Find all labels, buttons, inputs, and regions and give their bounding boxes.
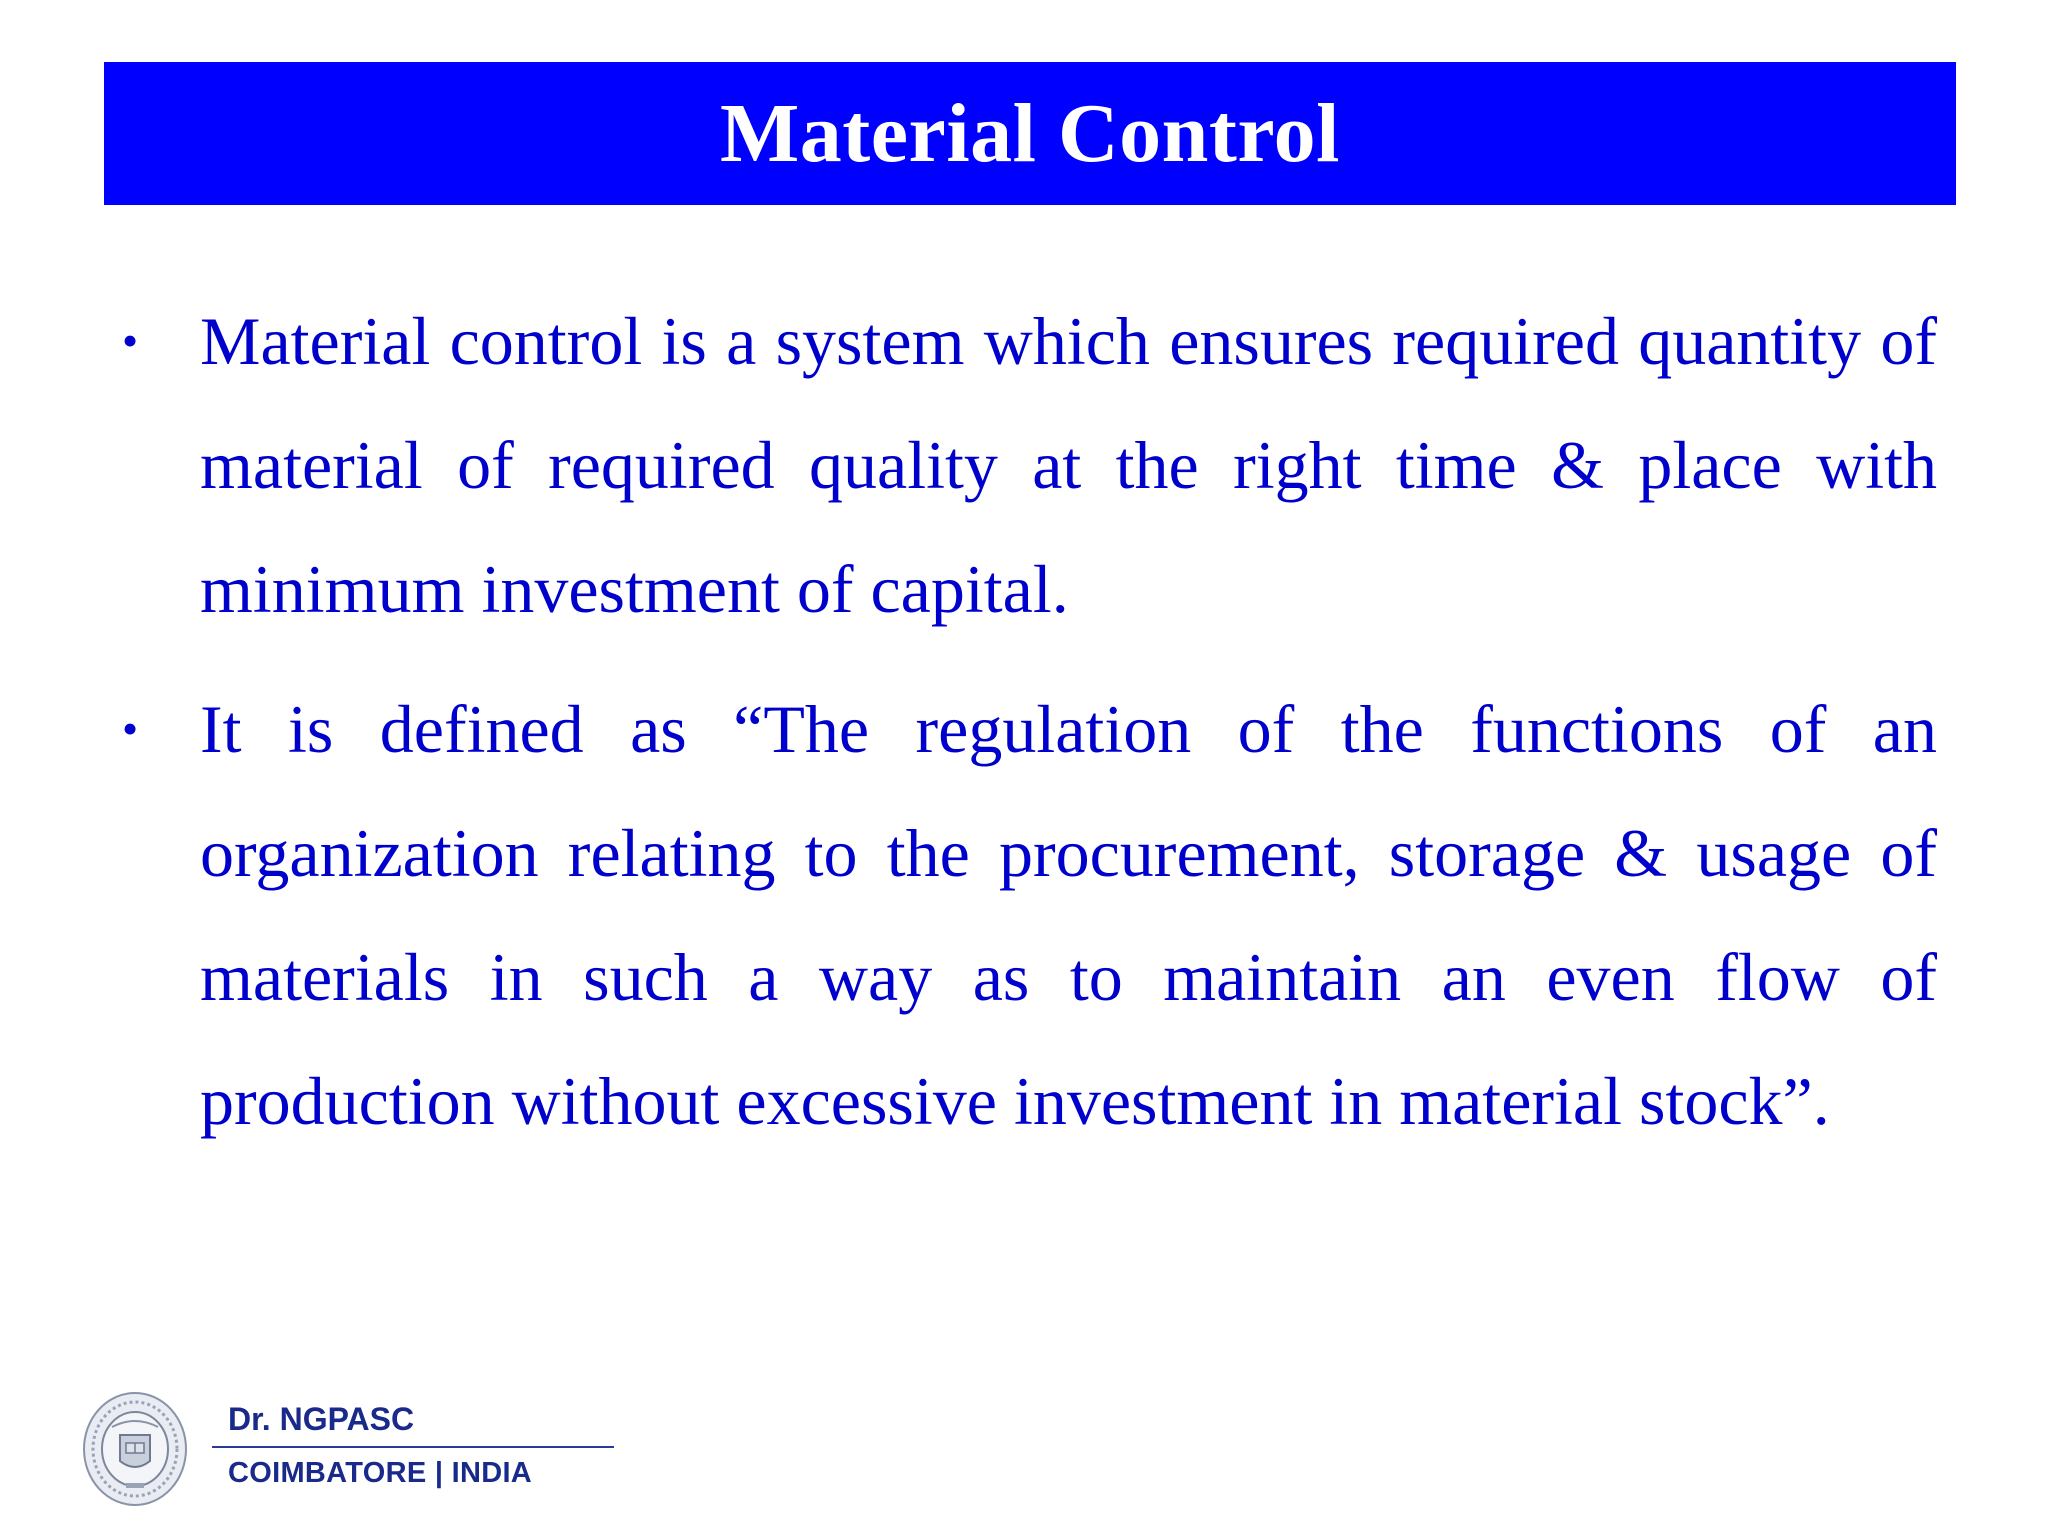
bullet-marker: • — [122, 703, 139, 754]
institution-location: COIMBATORE | INDIA — [228, 1457, 533, 1489]
bullet-text: It is defined as “The regulation of the functions of an organization relating to the procurement, storage & usage of materials in such a way as to maintain an even flow of production without excessive investment in material stock”. — [200, 691, 1937, 1139]
footer — [82, 1385, 602, 1515]
slide-title: Material Control — [720, 86, 1340, 180]
bullet-item-definition — [122, 279, 1937, 651]
bullet-item-quotation — [122, 667, 1937, 1163]
bullet-text: Material control is a system which ensures required quantity of material of required quality at the right time & place with minimum investment of capital. — [200, 303, 1937, 627]
footer-divider — [212, 1446, 614, 1448]
institution-name: Dr. NGPASC — [228, 1401, 415, 1437]
college-seal-icon — [82, 1391, 188, 1507]
bullet-marker: • — [122, 315, 139, 366]
